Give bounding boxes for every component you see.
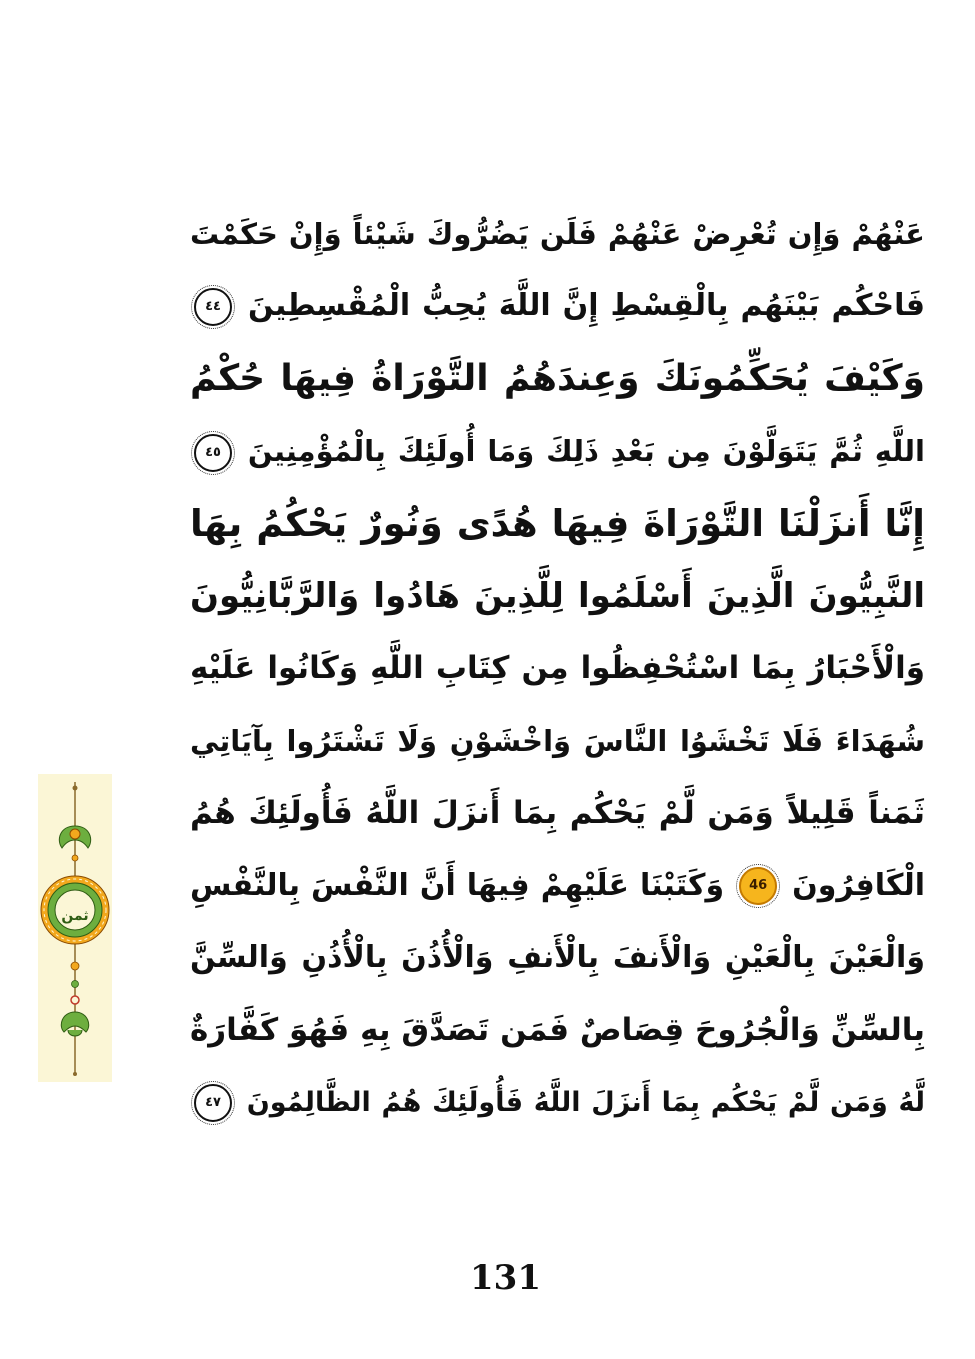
verse-line-content — [190, 270, 925, 342]
verse-line — [190, 488, 925, 560]
verse-text: وَكَتَبْنَا عَلَيْهِمْ فِيهَا أَنَّ النَّفْسَ بِالنَّفْسِ — [190, 867, 725, 903]
verse-line — [190, 922, 925, 994]
quran-text-block — [190, 198, 925, 1139]
verse-line-content — [190, 632, 925, 704]
ayah-number-marker: ٤٥ — [194, 434, 232, 472]
verse-text: شُهَدَاءَ فَلَا تَخْشَوُا النَّاسَ وَاخْشَوْنِ وَلَا تَشْتَرُوا بِآيَاتِي — [190, 723, 925, 758]
ayah-number-marker: 46 — [739, 867, 777, 905]
verse-line — [190, 415, 925, 487]
hizb-eighth-label: ثمن — [61, 908, 89, 924]
verse-line-content — [190, 705, 925, 777]
verse-line — [190, 270, 925, 342]
verse-text: اللَّهِ ثُمَّ يَتَوَلَّوْنَ مِن بَعْدِ ذَلِكَ وَمَا أُولَئِكَ بِالْمُؤْمِنِينَ — [247, 434, 925, 469]
page-number: 131 — [470, 1258, 541, 1298]
verse-line — [190, 632, 925, 704]
verse-line-content — [190, 488, 925, 560]
verse-line-content — [190, 198, 925, 270]
ayah-number-marker: ٤٧ — [194, 1084, 232, 1122]
ayah-number-marker: ٤٤ — [194, 288, 232, 326]
verse-line — [190, 994, 925, 1066]
verse-line — [190, 850, 925, 922]
verse-line-content — [190, 922, 925, 994]
verse-line — [190, 1067, 925, 1139]
hizb-eighth-ornament-icon — [38, 774, 112, 1082]
verse-line-content — [190, 560, 925, 632]
verse-line-content — [190, 415, 925, 487]
verse-text: فَاحْكُم بَيْنَهُم بِالْقِسْطِ إِنَّ اللَّهَ يُحِبُّ الْمُقْسِطِينَ — [247, 288, 925, 324]
verse-line — [190, 705, 925, 777]
verse-text: النَّبِيُّونَ الَّذِينَ أَسْلَمُوا لِلَّذِينَ هَادُوا وَالرَّبَّانِيُّونَ — [190, 575, 925, 616]
verse-text: الْكَافِرُونَ — [792, 867, 925, 903]
verse-text: وَالْأَحْبَارُ بِمَا اسْتُحْفِظُوا مِن كِتَابِ اللَّهِ وَكَانُوا عَلَيْهِ — [190, 650, 925, 687]
hizb-ornament-margin — [38, 774, 112, 1082]
verse-text: ثَمَناً قَلِيلاً وَمَن لَّمْ يَحْكُم بِمَا أَنزَلَ اللَّهُ فَأُولَئِكَ هُمُ — [190, 795, 925, 832]
verse-line — [190, 777, 925, 849]
verse-line — [190, 343, 925, 415]
verse-text: بِالسِّنِّ وَالْجُرُوحَ قِصَاصٌ فَمَن تَصَدَّقَ بِهِ فَهُوَ كَفَّارَةٌ — [190, 1012, 925, 1049]
verse-line-content — [190, 994, 925, 1066]
verse-text: لَّهُ وَمَن لَّمْ يَحْكُم بِمَا أَنزَلَ اللَّهُ فَأُولَئِكَ هُمُ الظَّالِمُونَ — [246, 1086, 925, 1118]
verse-line-content — [190, 343, 925, 415]
verse-text: وَكَيْفَ يُحَكِّمُونَكَ وَعِندَهُمُ التَّوْرَاةُ فِيهَا حُكْمُ — [190, 357, 925, 399]
verse-text: إِنَّا أَنزَلْنَا التَّوْرَاةَ فِيهَا هُدًى وَنُورٌ يَحْكُمُ بِهَا — [190, 501, 925, 545]
verse-line-content — [190, 850, 925, 922]
verse-line-content — [190, 1067, 925, 1139]
verse-line — [190, 560, 925, 632]
verse-line — [190, 198, 925, 270]
verse-text: عَنْهُمْ وَإِن تُعْرِضْ عَنْهُمْ فَلَن يَضُرُّوكَ شَيْئاً وَإِنْ حَكَمْتَ — [190, 217, 925, 251]
verse-text: وَالْعَيْنَ بِالْعَيْنِ وَالْأَنفَ بِالْأَنفِ وَالْأُذُنَ بِالْأُذُنِ وَالسِّنَّ — [190, 939, 925, 975]
verse-line-content — [190, 777, 925, 849]
